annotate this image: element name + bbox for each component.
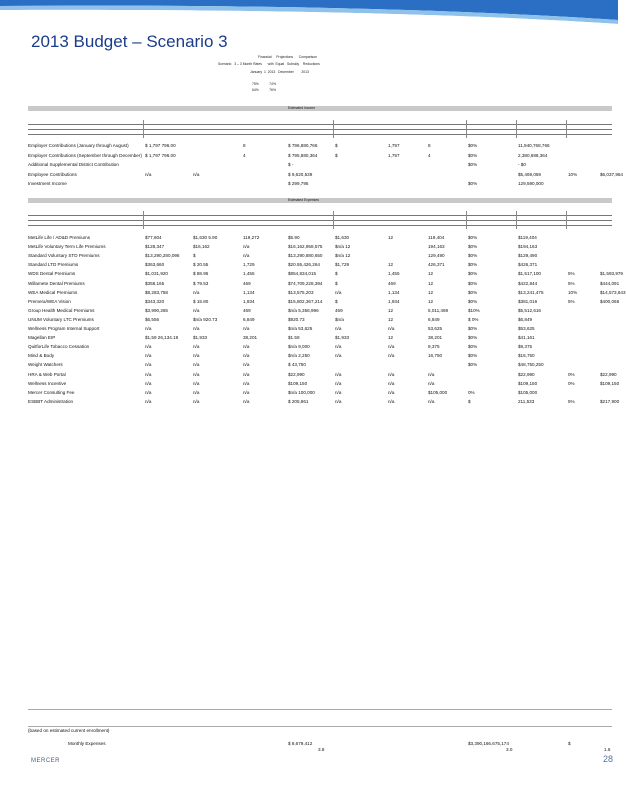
expense-row-label: UNUM Voluntary LTC Premiums (28, 316, 94, 322)
expense-cell: $ 0% (468, 316, 479, 322)
expense-cell: 6,849 (428, 316, 440, 322)
expenses-section-bar: Estimated Expenses (28, 198, 612, 203)
expense-row-label: MetLife Voluntary Term Life Premiums (28, 244, 106, 250)
expense-cell: $13,290,280,096 (145, 253, 180, 259)
expense-cell: 10% (568, 289, 578, 295)
expense-cell: $1,933 (193, 335, 208, 341)
expense-row (28, 344, 612, 350)
expense-cell: 12 (388, 335, 394, 341)
expense-cell: $22,990 (288, 371, 305, 377)
expense-cell: 194,163 (428, 244, 445, 250)
expense-cell: n/a (145, 326, 152, 331)
expense-row (28, 398, 620, 405)
expense-cell: $194,163 (518, 244, 538, 250)
expense-cell: n/a (193, 344, 200, 350)
expense-cell: 5% (568, 398, 575, 404)
expense-cell: $n/a 5,356,996 (288, 307, 319, 313)
expense-row (28, 298, 620, 305)
expense-cell: $13,575,203 (288, 289, 314, 295)
expense-cell: 469 (388, 280, 396, 286)
expense-cell: $363,660 (145, 262, 165, 268)
expense-cell: 426,371 (428, 262, 445, 268)
expense-cell: n/a (145, 371, 152, 377)
expense-row (28, 335, 612, 341)
expense-cell: $0% (468, 253, 478, 259)
expense-cell: $ 205,961 (288, 398, 309, 404)
expense-cell: $109,150 (600, 380, 620, 386)
expense-row-label: Magellan EIP (28, 335, 56, 341)
expenses-column-header (28, 211, 612, 229)
expense-cell: 1,134 (243, 289, 255, 295)
expense-row-label: Standard Voluntary STD Premiums (28, 253, 100, 259)
monthly-value: $ 8,679,412 (288, 741, 313, 746)
expense-cell: n/a (145, 353, 152, 359)
expense-cell: $381,016 (518, 298, 538, 304)
expense-row (28, 380, 620, 387)
income-cell: $ 1,797 796.00 (145, 143, 176, 148)
monthly-right-sub: 3.0 (506, 747, 513, 752)
expense-cell: 129,490 (428, 253, 445, 259)
expense-cell: $14,573,643 (600, 289, 626, 295)
rate-row-b: 64% 76% (252, 88, 276, 92)
expense-cell: 12 (428, 289, 434, 295)
expense-cell: n/a (243, 244, 250, 250)
income-cell: 10% (568, 171, 578, 177)
expense-cell: $ (335, 298, 338, 304)
expense-cell: $0% (468, 362, 478, 368)
expense-cell: $15,802,367,214 (288, 298, 323, 304)
income-row-label: Additional Supplemental District Contribution (28, 162, 119, 167)
expense-cell: $0% (468, 271, 478, 277)
expense-row (28, 326, 612, 332)
expense-cell: $16,750 (518, 353, 535, 359)
expense-cell: n/a (243, 389, 250, 395)
expense-cell: 12 (388, 316, 394, 322)
expense-cell: n/a (193, 380, 200, 386)
expense-cell: $22,990 (600, 371, 617, 377)
expense-cell: $0% (468, 280, 478, 286)
expense-row-label: Mind & Body (28, 353, 55, 359)
expense-cell: $6,556 (145, 316, 160, 322)
monthly-right-value: $3,390,166,675,174 (468, 741, 509, 746)
income-cell: n/a (193, 171, 200, 177)
expense-cell: n/a (145, 389, 152, 395)
expense-cell: $ 79.53 (193, 280, 209, 286)
expense-row-label: Willamete Dental Premiums (28, 280, 85, 286)
expense-cell: $0% (468, 244, 478, 250)
expense-cell: n/a (335, 398, 342, 404)
expense-cell: 12 (388, 235, 394, 240)
expense-row-label: Mercer Consulting Fee (28, 389, 75, 395)
expense-cell: $1,630 (335, 235, 350, 240)
expense-cell: $0% (468, 344, 478, 350)
expense-cell: $22,990 (518, 371, 535, 377)
expense-cell: 5,011,469 (428, 307, 449, 313)
expense-row (28, 353, 612, 359)
expense-cell: $ (335, 280, 338, 286)
totals-divider (28, 709, 612, 710)
expense-cell: $n/a 12 (335, 253, 351, 259)
expense-cell: n/a (243, 398, 250, 404)
expense-cell: 16,750 (428, 353, 443, 359)
expense-cell: $74,709,228,394 (288, 280, 323, 286)
expense-cell: n/a (243, 380, 250, 386)
expense-row (28, 308, 612, 314)
expense-cell: $n/a 100,000 (288, 389, 315, 395)
expense-cell: n/a (428, 371, 435, 377)
income-cell: 1,797 (388, 152, 400, 158)
expense-row-label: Group Health Medical Premiums (28, 307, 95, 313)
expense-cell: n/a (335, 371, 342, 377)
expense-cell: n/a (388, 326, 395, 331)
expense-cell: n/a (193, 398, 200, 404)
expense-cell: n/a (428, 380, 435, 386)
income-row (28, 153, 612, 159)
monthly-right-far: $ (568, 741, 571, 746)
expense-cell: $1,630 5.90 (193, 235, 218, 240)
income-cell: 8 (243, 143, 246, 148)
expense-row-label: MetLife Life / AD&D Premiums (28, 235, 91, 240)
income-row-label: Employee Contributions (28, 171, 77, 177)
income-section-bar: Estimated Income (28, 106, 612, 111)
expense-cell: n/a (145, 344, 152, 350)
expense-cell: $5.90 (288, 235, 300, 240)
expense-cell: $n/a 9,000 (288, 344, 310, 350)
expense-cell: $n/a (335, 316, 344, 322)
expense-cell: n/a (193, 362, 200, 368)
mercer-logo: MERCER (31, 758, 61, 764)
income-cell: $6,037,964 (600, 171, 623, 177)
expense-row (28, 262, 612, 268)
income-row (28, 171, 623, 178)
expense-row-label: Weight Watchers (28, 362, 63, 368)
expense-cell: $6,849 (518, 316, 533, 322)
expense-cell: $13,241,475 (518, 289, 544, 295)
expense-cell: n/a (335, 344, 342, 350)
expense-cell: 12 (388, 262, 394, 268)
expense-row-label: Wellness Incentive (28, 380, 67, 386)
expense-cell: $1,593,979 (600, 271, 623, 277)
income-column-header (28, 120, 612, 138)
expense-cell: 1,729 (243, 262, 255, 268)
header-banner (0, 0, 618, 24)
meta-line2: Scenario 3 – 3 Month Rates with Equal Subsidy Reductions (218, 62, 320, 66)
expense-cell: $48,750,250 (518, 362, 544, 368)
expense-cell: $105,000 (428, 389, 448, 395)
expense-cell: 119,404 (428, 235, 445, 240)
expense-cell: 1,455 (243, 271, 255, 277)
expense-cell: $3,990,265 (145, 307, 168, 313)
expense-cell: 12 (428, 271, 434, 277)
expense-cell: n/a (145, 362, 152, 368)
expense-cell: 5% (568, 298, 575, 304)
expense-cell: 6,849 (243, 316, 255, 322)
expense-cell: 12 (428, 280, 434, 286)
expense-cell: 0% (468, 389, 475, 395)
expense-cell: n/a (193, 307, 200, 313)
expense-cell: $119,404 (518, 235, 537, 240)
expense-cell: $10% (468, 307, 480, 313)
expense-row (28, 280, 620, 287)
expense-cell: 9,375 (428, 344, 440, 350)
expense-row-label: Wellness Program Internal Support (28, 326, 100, 331)
income-row (28, 162, 612, 168)
totals-divider (28, 726, 612, 727)
expense-cell: n/a (243, 362, 250, 368)
expense-cell: $ (468, 398, 471, 404)
expense-cell: n/a (243, 253, 250, 259)
expense-cell: $0% (468, 335, 478, 341)
expense-cell: $ 88.95 (193, 271, 209, 277)
expense-cell: $128,347 (145, 244, 165, 250)
expense-cell: $0% (468, 289, 478, 295)
expense-cell: $358,165 (145, 280, 165, 286)
expense-cell: $n/a 53,625 (288, 326, 313, 331)
income-cell: $ 1,797 796.00 (145, 152, 176, 158)
expense-row (28, 235, 612, 241)
income-row (28, 181, 612, 187)
expense-cell: $217,900 (600, 398, 620, 404)
income-cell: $0% (468, 181, 478, 186)
income-cell: 129,590,000 (518, 181, 544, 186)
expense-cell: 12 (428, 298, 434, 304)
expense-cell: $n/a 920.73 (193, 316, 218, 322)
based-note-row (28, 728, 612, 734)
expense-cell: n/a (243, 344, 250, 350)
expense-cell: 469 (243, 280, 251, 286)
expense-row-label: Standard LTD Premiums (28, 262, 79, 268)
expense-cell: n/a (335, 289, 342, 295)
income-cell: 4 (243, 152, 246, 158)
expense-cell: 38,201 (428, 335, 443, 341)
expense-row (28, 390, 612, 396)
income-cell: - $0 (518, 162, 526, 167)
expense-cell: $16,162 (193, 244, 210, 250)
expense-cell: $0% (468, 262, 478, 268)
rate-row-a: 75% 74% (252, 82, 276, 86)
expense-cell: n/a (145, 398, 152, 404)
income-cell: $ 9,620,539 (288, 171, 313, 177)
expense-row (28, 271, 623, 277)
income-cell: $0% (468, 162, 478, 167)
expense-cell: $129,490 (518, 253, 538, 259)
expense-cell: $1,59 26,134.19 (145, 335, 179, 341)
expense-cell: 0% (568, 371, 575, 377)
expense-cell: $105,000 (518, 389, 538, 395)
income-cell: $0% (468, 143, 478, 148)
expense-cell: $8,283,758 (145, 289, 168, 295)
expense-cell: $1.59 (288, 335, 300, 341)
expense-cell: $854,834,015 (288, 271, 317, 277)
expense-cell: 38,201 (243, 335, 258, 341)
income-cell: $ (335, 143, 338, 148)
expense-cell: n/a (335, 326, 342, 331)
based-note: (based on estimated current enrollment) (28, 728, 110, 733)
expense-cell: n/a (193, 371, 200, 377)
expense-cell: $422,844 (518, 280, 538, 286)
income-row-label: Investment Income (28, 181, 67, 186)
meta-line1: Financial Projections Comparison (258, 55, 318, 59)
expense-row-label: HRA & Web Portal (28, 371, 66, 377)
expense-cell: $0% (468, 235, 478, 240)
monthly-far-sub: 1.6 (604, 747, 611, 752)
expense-cell: 1,455 (388, 271, 400, 277)
expense-cell: n/a (335, 353, 342, 359)
expense-cell: $426,371 (518, 262, 538, 268)
expense-cell: $1,031,920 (145, 271, 168, 277)
expense-row (28, 289, 626, 296)
expense-cell: n/a (243, 326, 250, 331)
expense-cell: n/a (193, 389, 200, 395)
meta-line3: January 1 2013 December 2013 (250, 70, 309, 74)
expense-cell: $ (193, 253, 196, 259)
expense-cell: $ 43,750 (288, 362, 306, 368)
expense-cell: n/a (388, 380, 395, 386)
expense-cell: $16,162,958,575 (288, 244, 323, 250)
income-cell: $ 795,880,364 (288, 152, 318, 158)
expense-cell: $5,512,616 (518, 307, 541, 313)
expense-cell: n/a (388, 344, 395, 350)
expense-row-label: WEA Medical Premiums (28, 289, 78, 295)
expense-cell: $1,933 (335, 335, 350, 341)
income-row (28, 143, 612, 149)
expense-cell: n/a (243, 353, 250, 359)
income-cell: n/a (145, 171, 152, 177)
expense-cell: $400,066 (600, 298, 620, 304)
expense-cell: $53,625 (518, 326, 535, 331)
expense-cell: $77,604 (145, 235, 162, 240)
income-row-label: Employer Contributions (September through December) (28, 152, 142, 158)
expense-cell: $ 20.55 (193, 262, 209, 268)
expense-cell: 12 (388, 307, 394, 313)
expense-cell: n/a (193, 353, 200, 359)
expense-cell: 469 (243, 307, 251, 313)
monthly-sub: 3.8 (318, 747, 325, 752)
expense-cell: 1,934 (388, 298, 400, 304)
income-cell: $ 796,880,766 (288, 143, 318, 148)
income-row-label: Employer Contributions (January through August) (28, 143, 129, 148)
expense-cell: $20.55,426,264 (288, 262, 320, 268)
expense-cell: $ 15.80 (193, 298, 209, 304)
expense-cell: n/a (388, 398, 395, 404)
expense-cell: n/a (388, 371, 395, 377)
expense-cell: n/a (388, 389, 395, 395)
expense-cell: $0% (468, 326, 478, 331)
income-cell: 2,380,688,364 (518, 152, 548, 158)
expense-row-label: WDS Dental Premiums (28, 271, 76, 277)
expense-cell: n/a (193, 326, 200, 331)
page-number: 28 (603, 754, 614, 764)
income-cell: $0% (468, 152, 478, 158)
expense-cell: $ (335, 271, 338, 277)
expense-row (28, 371, 617, 378)
page-title: 2013 Budget – Scenario 3 (31, 32, 228, 51)
expense-cell: $1,729 (335, 262, 350, 268)
expense-row (28, 253, 612, 259)
expense-cell: 1,134 (388, 289, 400, 295)
expense-cell: 119,272 (243, 235, 260, 240)
expense-row (28, 244, 612, 250)
income-cell: $ 299,795 (288, 181, 309, 186)
expense-cell: n/a (428, 398, 435, 404)
monthly-label: Monthly Expenses (68, 741, 106, 746)
expense-cell: $444,091 (600, 280, 620, 286)
income-cell: $5,469,059 (518, 171, 541, 177)
expense-cell: 211,533 (518, 398, 535, 404)
expense-cell: $0% (468, 353, 478, 359)
expense-row-label: Premera/WEA Vision (28, 298, 71, 304)
expense-cell: n/a (243, 371, 250, 377)
monthly-sub-row (28, 747, 612, 753)
expense-cell: 0% (568, 380, 575, 386)
expense-cell: $41,161 (518, 335, 535, 341)
expense-cell: $n/a 2,250 (288, 353, 310, 359)
expense-row (28, 317, 612, 323)
income-cell: 11,940,768,766 (518, 143, 550, 148)
income-cell: 1,797 (388, 143, 400, 148)
expense-cell: $0% (468, 298, 478, 304)
expense-cell: $109,150 (518, 380, 538, 386)
expense-cell: $n/a 12 (335, 244, 351, 250)
expense-row-label: ESBBT Administration (28, 398, 74, 404)
expense-cell: 5% (568, 271, 575, 277)
expense-cell: n/a (193, 289, 200, 295)
expense-cell: $13,290,880,650 (288, 253, 323, 259)
expense-row (28, 362, 612, 368)
income-cell: $ - (288, 162, 294, 167)
expense-cell: n/a (335, 389, 342, 395)
expense-cell: n/a (388, 353, 395, 359)
expense-cell: $109,150 (288, 380, 308, 386)
expense-cell: 53,625 (428, 326, 443, 331)
expense-cell: n/a (335, 380, 342, 386)
expense-cell: 5% (568, 280, 575, 286)
income-cell: $ (335, 152, 338, 158)
expense-cell: $343,320 (145, 298, 165, 304)
expense-cell: 1,934 (243, 298, 255, 304)
expense-cell: $920.73 (288, 316, 305, 322)
expense-cell: $9,375 (518, 344, 533, 350)
income-cell: 8 (428, 143, 431, 148)
income-cell: 4 (428, 152, 431, 158)
expense-cell: n/a (145, 380, 152, 386)
expense-cell: 469 (335, 307, 343, 313)
expense-cell: $1,517,100 (518, 271, 541, 277)
expense-row-label: QuitforLife Tobacco Cessation (28, 344, 90, 350)
